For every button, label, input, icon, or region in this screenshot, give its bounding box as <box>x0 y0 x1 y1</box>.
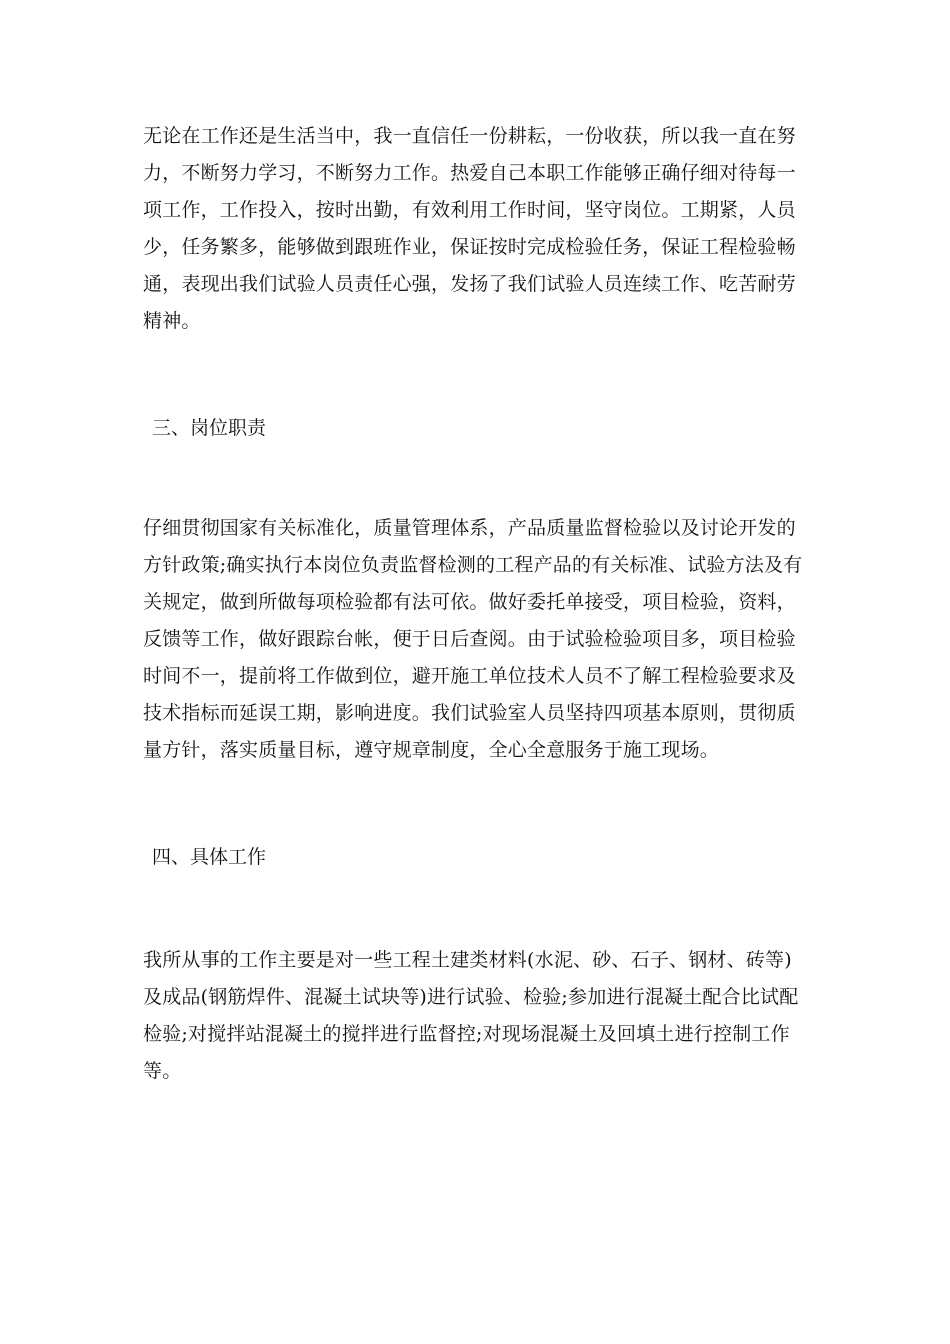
paragraph-line: 无论在工作还是生活当中，我一直信任一份耕耘，一份收获，所以我一直在努 <box>143 125 796 147</box>
paragraph-line: 及成品(钢筋焊件、混凝土试块等)进行试验、检验;参加进行混凝土配合比试配 <box>143 986 799 1008</box>
section-heading-specific-work: 四、具体工作 <box>152 846 267 868</box>
paragraph-line: 技术指标而延误工期，影响进度。我们试验室人员坚持四项基本原则，贯彻质 <box>143 702 796 724</box>
paragraph-specific-work <box>143 942 811 1090</box>
section-heading-job-duties: 三、岗位职责 <box>152 417 267 439</box>
paragraph-line: 通，表现出我们试验人员责任心强，发扬了我们试验人员连续工作、吃苦耐劳 <box>143 273 796 295</box>
paragraph-line: 仔细贯彻国家有关标准化，质量管理体系，产品质量监督检验以及讨论开发的 <box>143 517 796 539</box>
paragraph-line: 反馈等工作，做好跟踪台帐，便于日后查阅。由于试验检验项目多，项目检验 <box>143 628 796 650</box>
paragraph-line: 力，不断努力学习，不断努力工作。热爱自己本职工作能够正确仔细对待每一 <box>143 162 796 184</box>
paragraph-line: 方针政策;确实执行本岗位负责监督检测的工程产品的有关标准、试验方法及有 <box>143 554 803 576</box>
paragraph-job-duties <box>143 510 811 769</box>
paragraph-line: 精神。 <box>143 310 201 332</box>
paragraph-line: 量方针，落实质量目标，遵守规章制度，全心全意服务于施工现场。 <box>143 739 720 761</box>
paragraph-line: 项工作，工作投入，按时出勤，有效利用工作时间，坚守岗位。工期紧，人员 <box>143 199 796 221</box>
paragraph-line: 关规定，做到所做每项检验都有法可依。做好委托单接受，项目检验，资料， <box>143 591 796 613</box>
paragraph-line: 少，任务繁多，能够做到跟班作业，保证按时完成检验任务，保证工程检验畅 <box>143 236 796 258</box>
paragraph-line: 检验;对搅拌站混凝土的搅拌进行监督控;对现场混凝土及回填土进行控制工作 <box>143 1023 790 1045</box>
paragraph-line: 我所从事的工作主要是对一些工程土建类材料(水泥、砂、石子、钢材、砖等) <box>143 949 792 971</box>
paragraph-work-attitude <box>143 118 811 340</box>
paragraph-line: 时间不一，提前将工作做到位，避开施工单位技术人员不了解工程检验要求及 <box>143 665 796 687</box>
paragraph-line: 等。 <box>143 1060 182 1082</box>
